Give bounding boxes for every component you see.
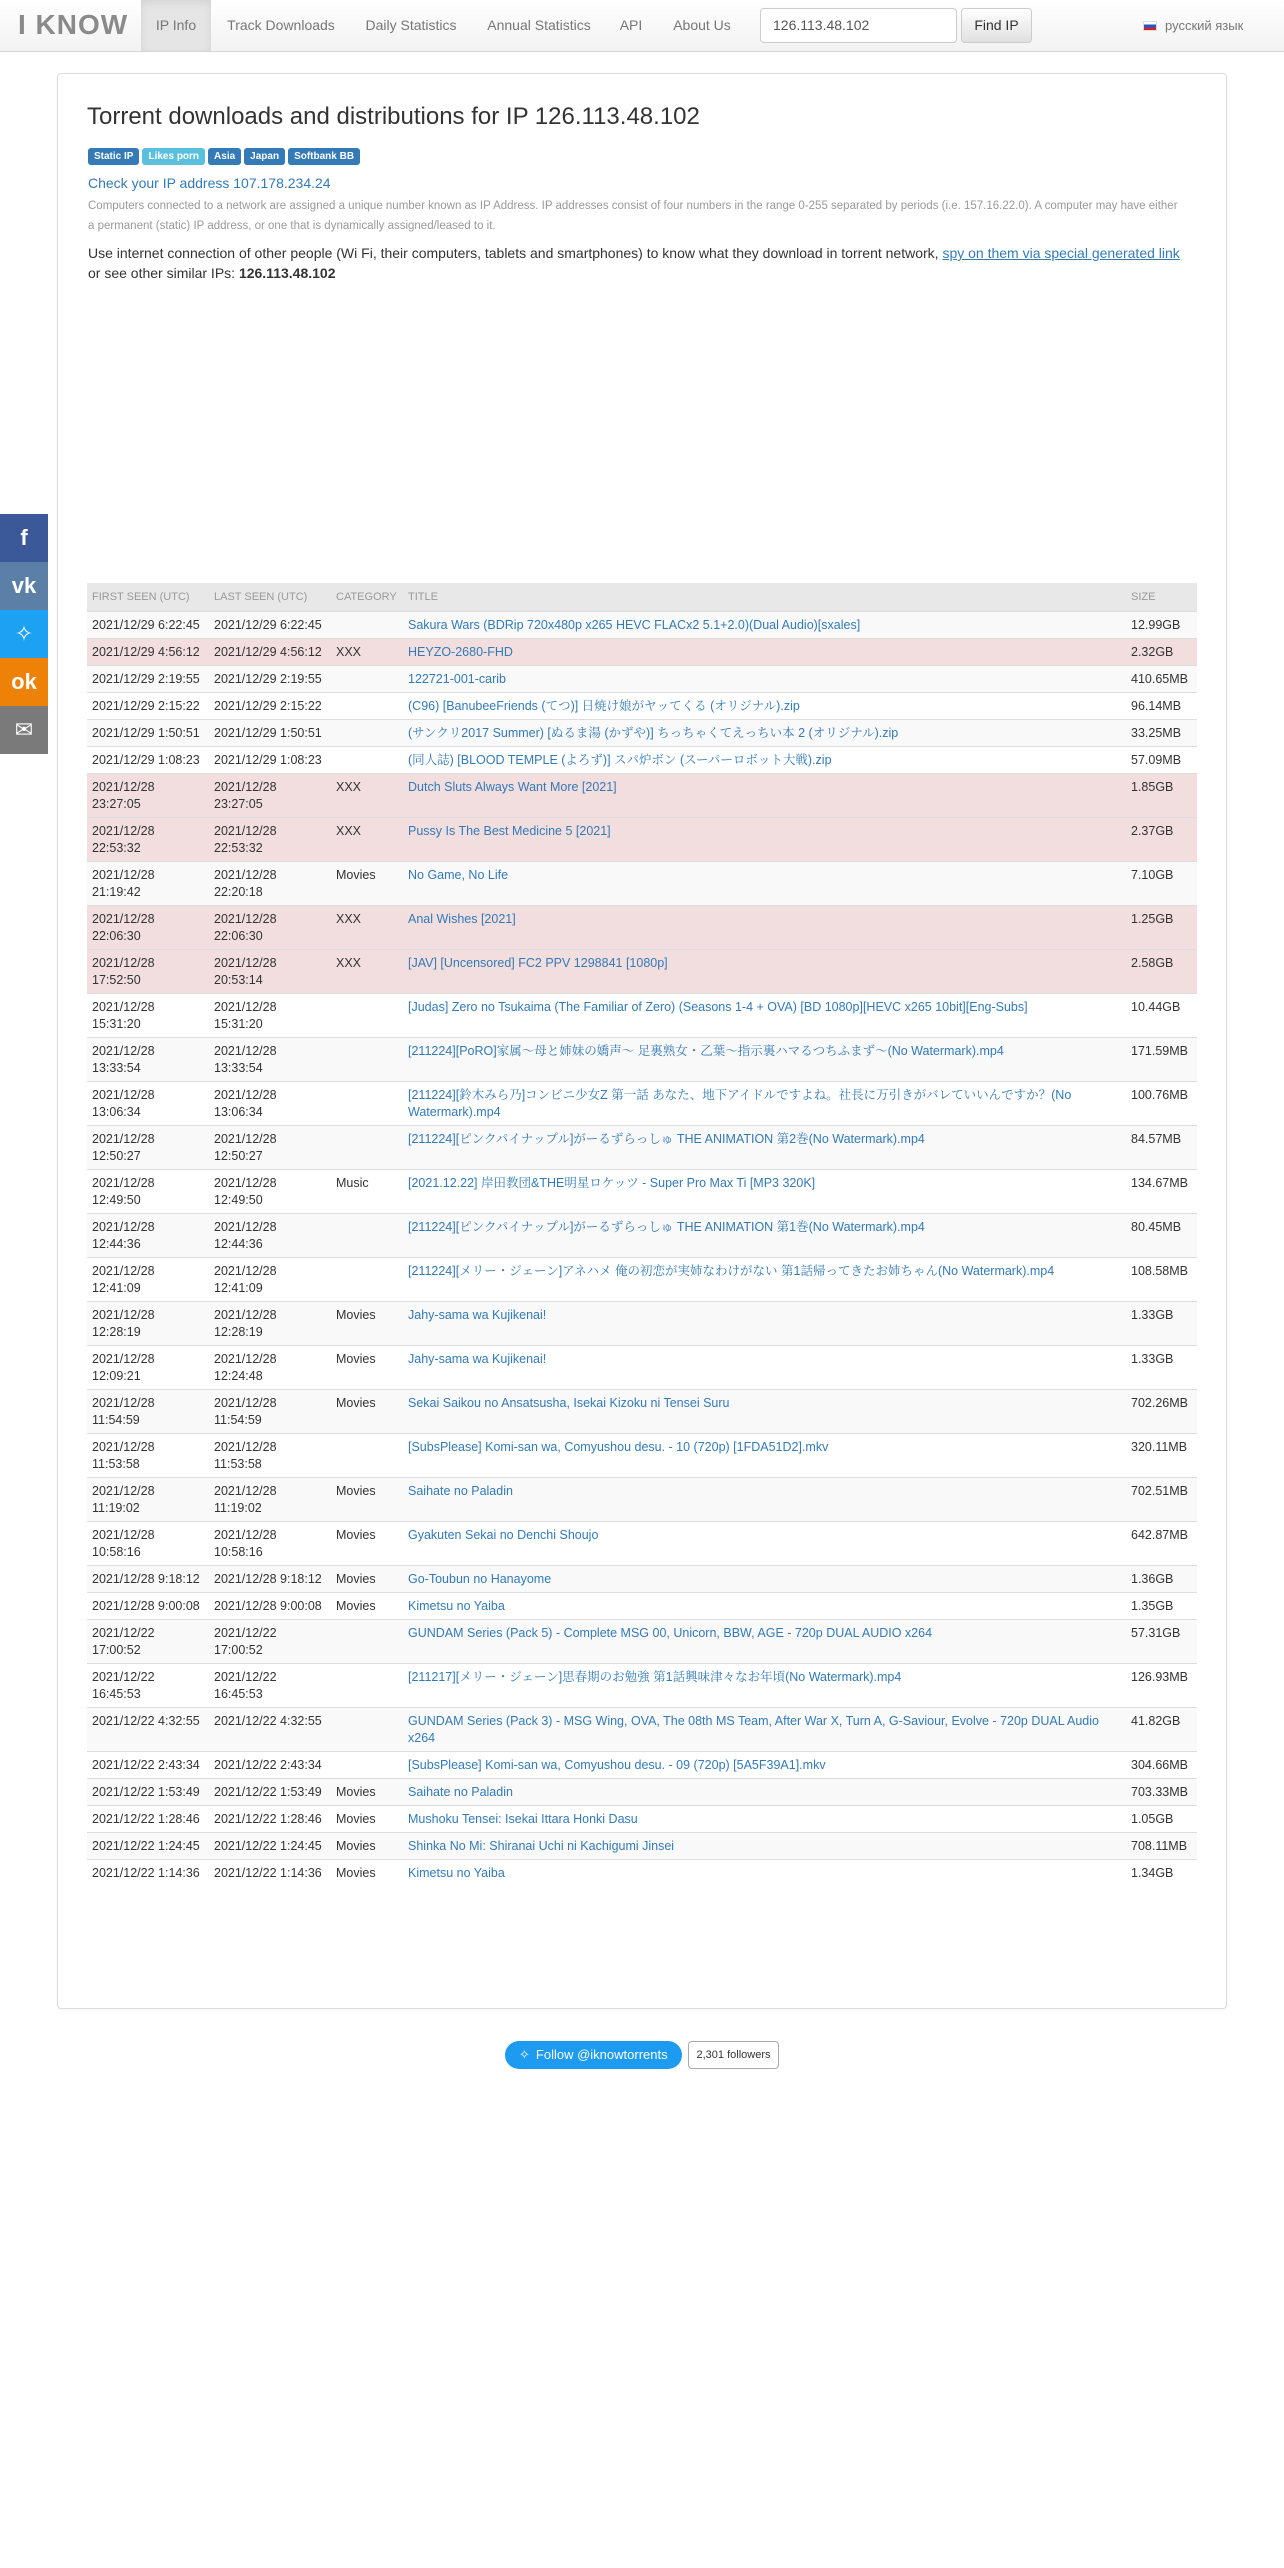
- size-cell: 1.05GB: [1126, 1805, 1197, 1832]
- table-row: [87, 1125, 1197, 1169]
- first-seen-cell: 2021/12/28 12:44:36: [87, 1213, 209, 1257]
- first-seen-cell: 2021/12/28 13:06:34: [87, 1081, 209, 1125]
- facebook-icon[interactable]: f: [0, 514, 48, 562]
- table-row: [87, 1565, 1197, 1592]
- last-seen-cell: 2021/12/28 11:19:02: [209, 1477, 331, 1521]
- category-cell: Movies: [331, 1477, 403, 1521]
- header-category[interactable]: CATEGORY: [331, 583, 403, 611]
- first-seen-cell: 2021/12/28 11:19:02: [87, 1477, 209, 1521]
- title-cell: [403, 993, 1126, 1037]
- torrent-title-link[interactable]: (サンクリ2017 Summer) [ぬるま湯 (かずや)] ちっちゃくてえっちい本 2 (オリジナル).zip: [408, 725, 899, 740]
- size-cell: 126.93MB: [1126, 1663, 1197, 1707]
- torrent-title-link[interactable]: HEYZO-2680-FHD: [408, 644, 513, 659]
- title-cell: [403, 719, 1126, 746]
- torrent-title-link[interactable]: Jahy-sama wa Kujikenai!: [408, 1307, 547, 1322]
- title-cell: [403, 1345, 1126, 1389]
- last-seen-cell: 2021/12/28 13:33:54: [209, 1037, 331, 1081]
- table-row: [87, 1619, 1197, 1663]
- table-row: [87, 1521, 1197, 1565]
- torrent-title-link[interactable]: [SubsPlease] Komi-san wa, Comyushou desu. - 09 (720p) [5A5F39A1].mkv: [408, 1757, 826, 1772]
- last-seen-cell: 2021/12/28 9:00:08: [209, 1592, 331, 1619]
- torrent-title-link[interactable]: [211224][鈴木みら乃]コンビニ少女Z 第一話 あなた、地下アイドルですよね。社長に万引きがバレていいんですか？(No Watermark).mp4: [408, 1087, 1072, 1119]
- first-seen-cell: 2021/12/22 16:45:53: [87, 1663, 209, 1707]
- torrent-title-link[interactable]: [2021.12.22] 岸田教団&THE明星ロケッツ - Super Pro Max Ti [MP3 320K]: [408, 1175, 816, 1190]
- category-cell: Movies: [331, 861, 403, 905]
- torrent-title-link[interactable]: [211224][ピンクパイナップル]がーるずらっしゅ THE ANIMATION 第1巻(No Watermark).mp4: [408, 1219, 925, 1234]
- size-cell: 2.32GB: [1126, 638, 1197, 665]
- title-cell: [403, 1592, 1126, 1619]
- vk-icon[interactable]: vk: [0, 562, 48, 610]
- title-cell: [403, 1859, 1126, 1886]
- last-seen-cell: 2021/12/28 12:44:36: [209, 1213, 331, 1257]
- size-cell: 1.35GB: [1126, 1592, 1197, 1619]
- last-seen-cell: 2021/12/29 2:15:22: [209, 692, 331, 719]
- torrent-title-link[interactable]: Kimetsu no Yaiba: [408, 1865, 505, 1880]
- category-cell: [331, 1081, 403, 1125]
- title-cell: [403, 817, 1126, 861]
- title-cell: [403, 611, 1126, 638]
- follow-label: Follow @iknowtorrents: [535, 2047, 668, 2062]
- nav-daily-statistics[interactable]: Daily Statistics: [365, 17, 457, 33]
- first-seen-cell: 2021/12/28 9:00:08: [87, 1592, 209, 1619]
- size-cell: 703.33MB: [1126, 1778, 1197, 1805]
- torrent-title-link[interactable]: [Judas] Zero no Tsukaima (The Familiar of Zero) (Seasons 1-4 + OVA) [BD 1080p][HEVC x265 10bit][Eng-Subs]: [408, 999, 1028, 1014]
- table-row: [87, 692, 1197, 719]
- twitter-icon[interactable]: ✧: [0, 610, 48, 658]
- check-your-ip-link[interactable]: Check your IP address 107.178.234.24: [88, 175, 331, 191]
- title-cell: [403, 1521, 1126, 1565]
- first-seen-cell: 2021/12/28 22:06:30: [87, 905, 209, 949]
- category-cell: [331, 993, 403, 1037]
- usage-tail: or see other similar IPs:: [88, 265, 239, 281]
- category-cell: [331, 611, 403, 638]
- size-cell: 84.57MB: [1126, 1125, 1197, 1169]
- odnoklassniki-icon[interactable]: ok: [0, 658, 48, 706]
- size-cell: 1.33GB: [1126, 1301, 1197, 1345]
- table-row: [87, 773, 1197, 817]
- first-seen-cell: 2021/12/22 1:28:46: [87, 1805, 209, 1832]
- size-cell: 108.58MB: [1126, 1257, 1197, 1301]
- size-cell: 134.67MB: [1126, 1169, 1197, 1213]
- table-row: [87, 1751, 1197, 1778]
- last-seen-cell: 2021/12/29 1:08:23: [209, 746, 331, 773]
- table-row: [87, 1257, 1197, 1301]
- torrent-title-link[interactable]: GUNDAM Series (Pack 3) - MSG Wing, OVA, The 08th MS Team, After War X, Turn A, G-Saviour, Evolve - 720p DUAL Audio x264: [408, 1713, 1099, 1745]
- first-seen-cell: 2021/12/29 2:15:22: [87, 692, 209, 719]
- first-seen-cell: 2021/12/28 12:49:50: [87, 1169, 209, 1213]
- language-label: русский язык: [1165, 18, 1244, 33]
- spy-link[interactable]: spy on them via special generated link: [942, 245, 1180, 261]
- first-seen-cell: 2021/12/28 12:09:21: [87, 1345, 209, 1389]
- torrent-title-link[interactable]: Shinka No Mi: Shiranai Uchi ni Kachigumi Jinsei: [408, 1838, 675, 1853]
- table-row: [87, 1832, 1197, 1859]
- category-cell: Movies: [331, 1565, 403, 1592]
- size-cell: 171.59MB: [1126, 1037, 1197, 1081]
- size-cell: 708.11MB: [1126, 1832, 1197, 1859]
- first-seen-cell: 2021/12/28 9:18:12: [87, 1565, 209, 1592]
- last-seen-cell: 2021/12/22 2:43:34: [209, 1751, 331, 1778]
- table-row: [87, 1859, 1197, 1886]
- category-cell: XXX: [331, 949, 403, 993]
- torrent-title-link[interactable]: Sekai Saikou no Ansatsusha, Isekai Kizoku ni Tensei Suru: [408, 1395, 730, 1410]
- torrent-title-link[interactable]: Dutch Sluts Always Want More [2021]: [408, 779, 617, 794]
- first-seen-cell: 2021/12/28 17:52:50: [87, 949, 209, 993]
- table-row: [87, 861, 1197, 905]
- category-cell: [331, 692, 403, 719]
- brand-logo[interactable]: I KNOW: [18, 9, 129, 40]
- title-cell: [403, 1663, 1126, 1707]
- category-cell: Movies: [331, 1832, 403, 1859]
- size-cell: 320.11MB: [1126, 1433, 1197, 1477]
- size-cell: 33.25MB: [1126, 719, 1197, 746]
- table-row: [87, 1433, 1197, 1477]
- torrent-title-link[interactable]: Saihate no Paladin: [408, 1784, 513, 1799]
- category-cell: XXX: [331, 817, 403, 861]
- badge-japan[interactable]: Japan: [244, 148, 285, 165]
- size-cell: 100.76MB: [1126, 1081, 1197, 1125]
- header-title[interactable]: TITLE: [403, 583, 1126, 611]
- first-seen-cell: 2021/12/22 1:14:36: [87, 1859, 209, 1886]
- nav-ip-info[interactable]: IP Info: [141, 0, 211, 51]
- last-seen-cell: 2021/12/28 9:18:12: [209, 1565, 331, 1592]
- torrent-title-link[interactable]: Go-Toubun no Hanayome: [408, 1571, 552, 1586]
- title-cell: [403, 692, 1126, 719]
- table-row: [87, 1477, 1197, 1521]
- downloads-table: [87, 583, 1197, 1886]
- category-cell: Music: [331, 1169, 403, 1213]
- badge-softbank-bb[interactable]: Softbank BB: [288, 148, 360, 165]
- table-row: [87, 817, 1197, 861]
- title-cell: [403, 1619, 1126, 1663]
- last-seen-cell: 2021/12/22 1:14:36: [209, 1859, 331, 1886]
- size-cell: 702.26MB: [1126, 1389, 1197, 1433]
- first-seen-cell: 2021/12/29 1:08:23: [87, 746, 209, 773]
- table-row: [87, 1778, 1197, 1805]
- last-seen-cell: 2021/12/22 4:32:55: [209, 1707, 331, 1751]
- torrent-title-link[interactable]: [211224][PoRO]家属～母と姉妹の嬌声～ 足裏熟女・乙葉～指示裏ハマるつちふまず～(No Watermark).mp4: [408, 1043, 1004, 1058]
- last-seen-cell: 2021/12/28 22:53:32: [209, 817, 331, 861]
- torrent-title-link[interactable]: Mushoku Tensei: Isekai Ittara Honki Dasu: [408, 1811, 638, 1826]
- badge-static-ip[interactable]: Static IP: [88, 148, 139, 165]
- last-seen-cell: 2021/12/29 6:22:45: [209, 611, 331, 638]
- first-seen-cell: 2021/12/28 10:58:16: [87, 1521, 209, 1565]
- navbar: [0, 0, 1284, 52]
- title-cell: [403, 1389, 1126, 1433]
- table-row: [87, 638, 1197, 665]
- title-cell: [403, 1751, 1126, 1778]
- category-cell: [331, 1213, 403, 1257]
- torrent-title-link[interactable]: Pussy Is The Best Medicine 5 [2021]: [408, 823, 611, 838]
- category-cell: Movies: [331, 1345, 403, 1389]
- torrent-title-link[interactable]: (同人誌) [BLOOD TEMPLE (よろず)] スパ炉ボン (スーパーロボット大戦).zip: [408, 752, 832, 767]
- torrent-title-link[interactable]: Gyakuten Sekai no Denchi Shoujo: [408, 1527, 599, 1542]
- last-seen-cell: 2021/12/28 15:31:20: [209, 993, 331, 1037]
- ip-explanation-note: Computers connected to a network are assigned a unique number known as IP Address. IP addresses consist of four numbers in the range 0-255 separated by periods (i.e. 157.16.22.0). A computer may have either a permanent (static) IP address, or one that is dynamically assigned/leased to it.: [88, 200, 1178, 232]
- table-row: [87, 1037, 1197, 1081]
- last-seen-cell: 2021/12/28 12:28:19: [209, 1301, 331, 1345]
- category-cell: Movies: [331, 1778, 403, 1805]
- title-cell: [403, 1257, 1126, 1301]
- category-cell: Movies: [331, 1592, 403, 1619]
- size-cell: 1.34GB: [1126, 1859, 1197, 1886]
- size-cell: 1.33GB: [1126, 1345, 1197, 1389]
- usage-paragraph: [88, 243, 1188, 283]
- category-cell: [331, 1707, 403, 1751]
- similar-ip[interactable]: 126.113.48.102: [238, 265, 336, 281]
- ip-badges: [88, 146, 363, 164]
- last-seen-cell: 2021/12/28 22:20:18: [209, 861, 331, 905]
- first-seen-cell: 2021/12/22 1:53:49: [87, 1778, 209, 1805]
- size-cell: 2.37GB: [1126, 817, 1197, 861]
- category-cell: [331, 665, 403, 692]
- size-cell: 7.10GB: [1126, 861, 1197, 905]
- social-share-bar: [0, 514, 48, 754]
- table-row: [87, 1663, 1197, 1707]
- ip-search-input[interactable]: 126.113.48.102: [760, 8, 957, 43]
- torrent-title-link[interactable]: (C96) [BanubeeFriends (てつ)] 日焼け娘がヤッてくる (オリジナル).zip: [408, 698, 800, 713]
- first-seen-cell: 2021/12/29 6:22:45: [87, 611, 209, 638]
- size-cell: 96.14MB: [1126, 692, 1197, 719]
- torrent-title-link[interactable]: Jahy-sama wa Kujikenai!: [408, 1351, 547, 1366]
- torrent-title-link[interactable]: [JAV] [Uncensored] FC2 PPV 1298841 [1080p]: [408, 955, 668, 970]
- title-cell: [403, 949, 1126, 993]
- twitter-bird-icon: ✧: [519, 2047, 530, 2062]
- first-seen-cell: 2021/12/22 17:00:52: [87, 1619, 209, 1663]
- title-cell: [403, 1081, 1126, 1125]
- table-row: [87, 905, 1197, 949]
- nav-api[interactable]: API: [619, 17, 643, 33]
- size-cell: 41.82GB: [1126, 1707, 1197, 1751]
- title-cell: [403, 773, 1126, 817]
- size-cell: 642.87MB: [1126, 1521, 1197, 1565]
- table-row: [87, 1081, 1197, 1125]
- size-cell: 12.99GB: [1126, 611, 1197, 638]
- first-seen-cell: 2021/12/22 1:24:45: [87, 1832, 209, 1859]
- russian-flag-icon: [1143, 21, 1157, 31]
- category-cell: Movies: [331, 1389, 403, 1433]
- first-seen-cell: 2021/12/28 23:27:05: [87, 773, 209, 817]
- size-cell: 57.09MB: [1126, 746, 1197, 773]
- category-cell: [331, 719, 403, 746]
- title-cell: [403, 1778, 1126, 1805]
- table-row: [87, 665, 1197, 692]
- title-cell: [403, 1707, 1126, 1751]
- find-ip-button[interactable]: Find IP: [961, 8, 1032, 43]
- size-cell: 1.85GB: [1126, 773, 1197, 817]
- category-cell: XXX: [331, 905, 403, 949]
- title-cell: [403, 1565, 1126, 1592]
- language-switch[interactable]: [1143, 0, 1243, 51]
- nav-track-downloads[interactable]: Track Downloads: [227, 17, 335, 33]
- size-cell: 57.31GB: [1126, 1619, 1197, 1663]
- badge-asia[interactable]: Asia: [208, 148, 241, 165]
- table-row: [87, 1389, 1197, 1433]
- nav-about-us[interactable]: About Us: [673, 17, 731, 33]
- last-seen-cell: 2021/12/22 1:28:46: [209, 1805, 331, 1832]
- table-row: [87, 1707, 1197, 1751]
- title-cell: [403, 861, 1126, 905]
- torrent-title-link[interactable]: No Game, No Life: [408, 867, 509, 882]
- torrent-title-link[interactable]: Anal Wishes [2021]: [408, 911, 516, 926]
- last-seen-cell: 2021/12/22 16:45:53: [209, 1663, 331, 1707]
- last-seen-cell: 2021/12/28 12:41:09: [209, 1257, 331, 1301]
- table-row: [87, 1805, 1197, 1832]
- torrent-title-link[interactable]: Kimetsu no Yaiba: [408, 1598, 505, 1613]
- first-seen-cell: 2021/12/28 12:28:19: [87, 1301, 209, 1345]
- category-cell: [331, 1619, 403, 1663]
- last-seen-cell: 2021/12/28 11:53:58: [209, 1433, 331, 1477]
- first-seen-cell: 2021/12/28 15:31:20: [87, 993, 209, 1037]
- category-cell: Movies: [331, 1859, 403, 1886]
- torrent-title-link[interactable]: Saihate no Paladin: [408, 1483, 513, 1498]
- title-cell: [403, 746, 1126, 773]
- category-cell: [331, 1433, 403, 1477]
- header-first-seen[interactable]: FIRST SEEN (UTC): [87, 583, 209, 611]
- last-seen-cell: 2021/12/28 23:27:05: [209, 773, 331, 817]
- torrent-title-link[interactable]: [211224][ピンクパイナップル]がーるずらっしゅ THE ANIMATION 第2巻(No Watermark).mp4: [408, 1131, 925, 1146]
- twitter-follow-button[interactable]: [505, 2041, 682, 2069]
- category-cell: XXX: [331, 638, 403, 665]
- size-cell: 410.65MB: [1126, 665, 1197, 692]
- usage-text: Use internet connection of other people (Wi Fi, their computers, tablets and smartphones) to know what they download in torrent network,: [88, 245, 943, 261]
- last-seen-cell: 2021/12/29 1:50:51: [209, 719, 331, 746]
- size-cell: 1.25GB: [1126, 905, 1197, 949]
- first-seen-cell: 2021/12/22 2:43:34: [87, 1751, 209, 1778]
- last-seen-cell: 2021/12/29 2:19:55: [209, 665, 331, 692]
- nav-annual-statistics[interactable]: Annual Statistics: [487, 17, 591, 33]
- first-seen-cell: 2021/12/29 1:50:51: [87, 719, 209, 746]
- torrent-title-link[interactable]: Sakura Wars (BDRip 720x480p x265 HEVC FLACx2 5.1+2.0)(Dual Audio)[sxales]: [408, 617, 861, 632]
- first-seen-cell: 2021/12/28 11:54:59: [87, 1389, 209, 1433]
- title-cell: [403, 1301, 1126, 1345]
- table-row: [87, 1301, 1197, 1345]
- category-cell: Movies: [331, 1521, 403, 1565]
- category-cell: [331, 1125, 403, 1169]
- category-cell: [331, 1037, 403, 1081]
- header-size[interactable]: SIZE: [1126, 583, 1197, 611]
- first-seen-cell: 2021/12/29 4:56:12: [87, 638, 209, 665]
- title-cell: [403, 665, 1126, 692]
- title-cell: [403, 1213, 1126, 1257]
- header-last-seen[interactable]: LAST SEEN (UTC): [209, 583, 331, 611]
- torrent-title-link[interactable]: 122721-001-carib: [408, 671, 506, 686]
- category-cell: Movies: [331, 1805, 403, 1832]
- table-row: [87, 1213, 1197, 1257]
- size-cell: 702.51MB: [1126, 1477, 1197, 1521]
- table-row: [87, 746, 1197, 773]
- last-seen-cell: 2021/12/28 12:50:27: [209, 1125, 331, 1169]
- last-seen-cell: 2021/12/28 10:58:16: [209, 1521, 331, 1565]
- title-cell: [403, 1805, 1126, 1832]
- last-seen-cell: 2021/12/28 12:24:48: [209, 1345, 331, 1389]
- table-row: [87, 1592, 1197, 1619]
- size-cell: 304.66MB: [1126, 1751, 1197, 1778]
- last-seen-cell: 2021/12/28 13:06:34: [209, 1081, 331, 1125]
- first-seen-cell: 2021/12/28 21:19:42: [87, 861, 209, 905]
- title-cell: [403, 1832, 1126, 1859]
- last-seen-cell: 2021/12/28 22:06:30: [209, 905, 331, 949]
- last-seen-cell: 2021/12/28 12:49:50: [209, 1169, 331, 1213]
- category-cell: [331, 1663, 403, 1707]
- size-cell: 80.45MB: [1126, 1213, 1197, 1257]
- last-seen-cell: 2021/12/22 1:53:49: [209, 1778, 331, 1805]
- last-seen-cell: 2021/12/28 11:54:59: [209, 1389, 331, 1433]
- torrent-title-link[interactable]: [211217][メリー・ジェーン]思春期のお勉強 第1話興味津々なお年頃(No Watermark).mp4: [408, 1669, 902, 1684]
- table-row: [87, 993, 1197, 1037]
- table-row: [87, 1169, 1197, 1213]
- table-row: [87, 1345, 1197, 1389]
- last-seen-cell: 2021/12/22 17:00:52: [209, 1619, 331, 1663]
- table-row: [87, 949, 1197, 993]
- category-cell: Movies: [331, 1301, 403, 1345]
- category-cell: [331, 1751, 403, 1778]
- first-seen-cell: 2021/12/28 22:53:32: [87, 817, 209, 861]
- category-cell: XXX: [331, 773, 403, 817]
- first-seen-cell: 2021/12/29 2:19:55: [87, 665, 209, 692]
- first-seen-cell: 2021/12/28 12:50:27: [87, 1125, 209, 1169]
- size-cell: 2.58GB: [1126, 949, 1197, 993]
- badge-likes-porn[interactable]: Likes porn: [142, 148, 205, 165]
- page-title: Torrent downloads and distributions for IP 126.113.48.102: [87, 103, 700, 130]
- title-cell: [403, 1477, 1126, 1521]
- category-cell: [331, 746, 403, 773]
- followers-count[interactable]: 2,301 followers: [688, 2041, 779, 2069]
- table-header-row: [87, 583, 1197, 611]
- title-cell: [403, 1125, 1126, 1169]
- first-seen-cell: 2021/12/28 13:33:54: [87, 1037, 209, 1081]
- last-seen-cell: 2021/12/28 20:53:14: [209, 949, 331, 993]
- title-cell: [403, 1169, 1126, 1213]
- title-cell: [403, 1433, 1126, 1477]
- last-seen-cell: 2021/12/29 4:56:12: [209, 638, 331, 665]
- torrent-title-link[interactable]: GUNDAM Series (Pack 5) - Complete MSG 00, Unicorn, BBW, AGE - 720p DUAL AUDIO x264: [408, 1625, 933, 1640]
- last-seen-cell: 2021/12/22 1:24:45: [209, 1832, 331, 1859]
- table-row: [87, 611, 1197, 638]
- category-cell: [331, 1257, 403, 1301]
- first-seen-cell: 2021/12/22 4:32:55: [87, 1707, 209, 1751]
- first-seen-cell: 2021/12/28 11:53:58: [87, 1433, 209, 1477]
- torrent-title-link[interactable]: [SubsPlease] Komi-san wa, Comyushou desu. - 10 (720p) [1FDA51D2].mkv: [408, 1439, 829, 1454]
- size-cell: 10.44GB: [1126, 993, 1197, 1037]
- title-cell: [403, 1037, 1126, 1081]
- title-cell: [403, 905, 1126, 949]
- first-seen-cell: 2021/12/28 12:41:09: [87, 1257, 209, 1301]
- size-cell: 1.36GB: [1126, 1565, 1197, 1592]
- torrent-title-link[interactable]: [211224][メリー・ジェーン]アネハメ 俺の初恋が実姉なわけがない 第1話帰ってきたお姉ちゃん(No Watermark).mp4: [408, 1263, 1055, 1278]
- table-row: [87, 719, 1197, 746]
- email-icon[interactable]: ✉: [0, 706, 48, 754]
- title-cell: [403, 638, 1126, 665]
